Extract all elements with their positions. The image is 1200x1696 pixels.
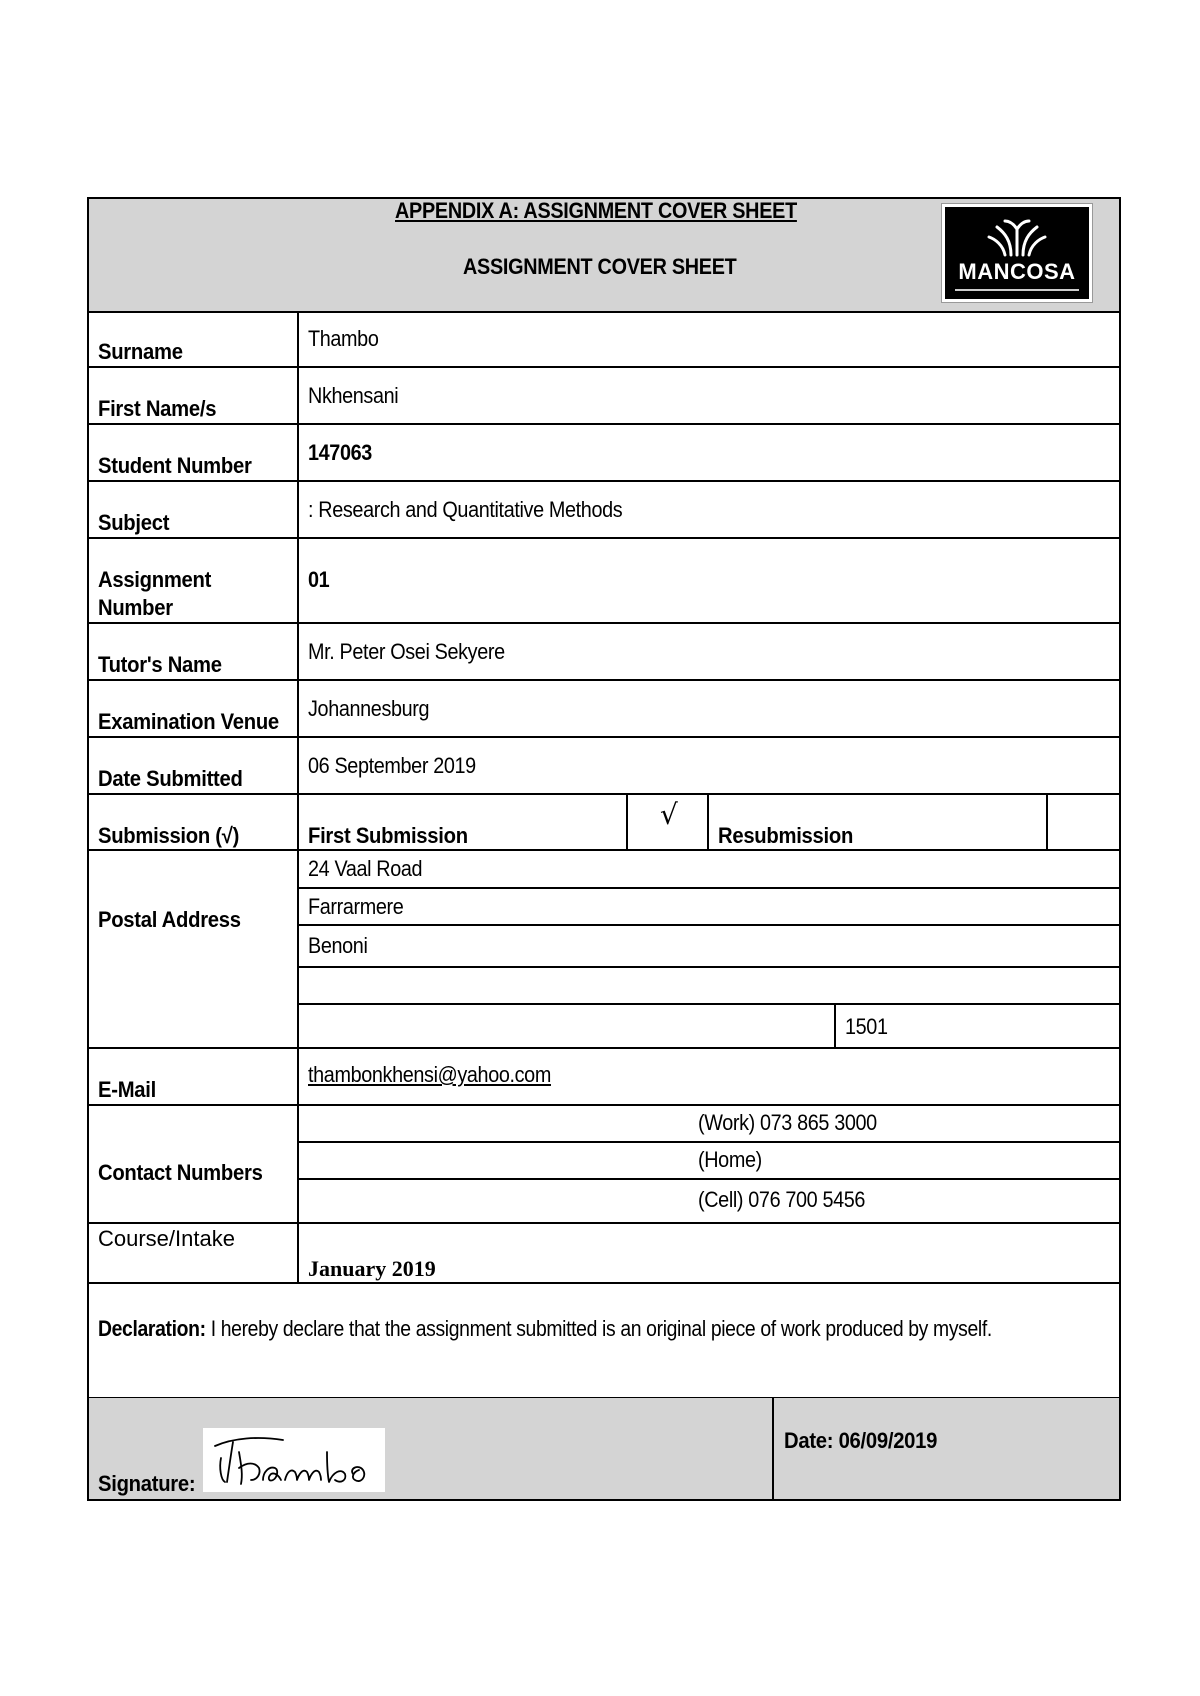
email-value[interactable] <box>308 1062 551 1088</box>
assignment-number-value[interactable]: 01 <box>308 567 330 592</box>
first-submission-label: First Submission <box>308 823 468 848</box>
declaration <box>98 1316 992 1342</box>
declaration-text: I hereby declare that the assignment submitted is an original piece of work produced by myself. <box>205 1316 992 1341</box>
course-label: Course/Intake <box>98 1226 235 1251</box>
postal-line4[interactable] <box>299 968 1119 1002</box>
subject-value[interactable]: : Research and Quantitative Methods <box>308 497 623 522</box>
resubmission-label: Resubmission <box>718 823 854 848</box>
date-submitted-label: Date Submitted <box>98 766 243 791</box>
first-submission-checkmark[interactable]: √ <box>660 798 678 831</box>
venue-label: Examination Venue <box>98 709 279 734</box>
logo-wordmark: MANCOSA <box>958 259 1076 284</box>
signature-label: Signature: <box>98 1471 196 1496</box>
first-name-value[interactable]: Nkhensani <box>308 383 399 408</box>
surname-label: Surname <box>98 339 183 364</box>
tutor-value[interactable]: Mr. Peter Osei Sekyere <box>308 639 505 664</box>
surname-value[interactable]: Thambo <box>308 326 379 351</box>
contact-home[interactable]: (Home) <box>698 1147 762 1172</box>
submission-label: Submission (√) <box>98 823 240 848</box>
postal-address-label: Postal Address <box>98 907 241 932</box>
contact-cell[interactable]: (Cell) 076 700 5456 <box>698 1187 866 1212</box>
declaration-label: Declaration: <box>98 1316 206 1341</box>
logo-tagline <box>955 289 1079 291</box>
student-number-value[interactable]: 147063 <box>308 440 372 465</box>
email-link[interactable]: thambonkhensi@yahoo.com <box>308 1062 551 1087</box>
postal-line2[interactable]: Farrarmere <box>308 894 404 919</box>
assignment-label-line2: Number <box>98 595 173 620</box>
course-value[interactable]: January 2019 <box>308 1256 436 1281</box>
mancosa-logo <box>942 204 1092 302</box>
handwritten-signature-icon <box>203 1428 385 1492</box>
contact-work[interactable]: (Work) 073 865 3000 <box>698 1110 877 1135</box>
contact-numbers-label: Contact Numbers <box>98 1160 263 1185</box>
postal-line1[interactable]: 24 Vaal Road <box>308 856 423 881</box>
assignment-label-line1: Assignment <box>98 567 212 592</box>
subject-label: Subject <box>98 510 170 535</box>
student-number-label: Student Number <box>98 453 252 478</box>
tree-logo-icon <box>945 211 1089 259</box>
email-label: E-Mail <box>98 1077 156 1102</box>
venue-value[interactable]: Johannesburg <box>308 696 430 721</box>
resubmission-checkbox[interactable] <box>1048 795 1120 848</box>
first-name-label: First Name/s <box>98 396 217 421</box>
signature-date: Date: 06/09/2019 <box>784 1428 938 1453</box>
cover-sheet-subtitle: ASSIGNMENT COVER SHEET <box>463 254 737 279</box>
date-submitted-value[interactable]: 06 September 2019 <box>308 753 476 778</box>
appendix-title: APPENDIX A: ASSIGNMENT COVER SHEET <box>395 198 797 223</box>
postal-line3[interactable]: Benoni <box>308 933 368 958</box>
signature-image <box>203 1428 385 1492</box>
postal-code[interactable]: 1501 <box>845 1014 888 1039</box>
tutor-label: Tutor's Name <box>98 652 222 677</box>
